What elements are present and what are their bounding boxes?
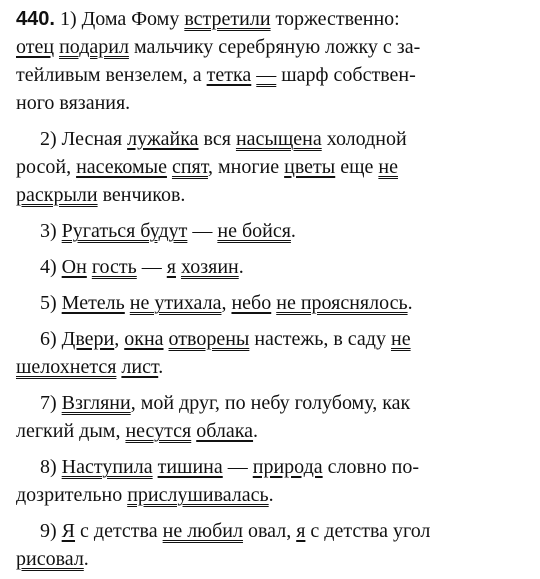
predicate-underlined: Наступила — [61, 456, 153, 478]
line-content — [40, 128, 407, 150]
predicate-underlined: подарил — [59, 36, 129, 58]
text-segment: — — [222, 456, 253, 478]
subject-underlined: Я — [61, 520, 76, 542]
predicate-underlined: насыщена — [235, 128, 322, 150]
text-segment: с детства угол — [305, 520, 431, 542]
exercise-number: 440. — [16, 8, 55, 30]
text-line — [40, 254, 536, 282]
subject-underlined: тетка — [206, 64, 252, 86]
text-segment: торжественно: — [270, 8, 400, 30]
text-line — [40, 518, 536, 546]
text-line — [16, 34, 536, 62]
line-content — [40, 220, 296, 242]
predicate-underlined: не утихала — [129, 292, 222, 314]
text-segment: . — [83, 548, 89, 570]
text-segment: . — [268, 484, 274, 506]
predicate-underlined: отворены — [168, 328, 250, 350]
line-content — [16, 420, 258, 442]
text-segment: вся — [198, 128, 236, 150]
subject-underlined: лужайка — [127, 128, 199, 150]
text-line — [16, 62, 536, 90]
text-segment: настежь, в саду — [249, 328, 391, 350]
line-content — [16, 548, 89, 570]
text-segment: , многие — [207, 156, 285, 178]
text-segment: . — [290, 220, 296, 242]
text-line — [40, 218, 536, 246]
text-line — [16, 6, 536, 34]
line-content — [16, 92, 130, 114]
predicate-underlined: несутся — [125, 420, 192, 442]
predicate-underlined: Взгляни — [61, 392, 131, 414]
predicate-underlined: рисовал — [16, 548, 84, 570]
text-segment: холодной — [321, 128, 407, 150]
text-segment: , — [221, 292, 232, 314]
subject-underlined: Метель — [61, 292, 125, 314]
text-segment: мальчику серебряную ложку с за- — [128, 36, 421, 58]
text-segment: . — [253, 420, 259, 442]
text-segment: шарф собствен- — [276, 64, 416, 86]
predicate-underlined: встретили — [184, 8, 271, 30]
text-line — [16, 90, 536, 118]
subject-underlined: природа — [252, 456, 323, 478]
text-segment: — — [187, 220, 218, 242]
subject-underlined: облака — [196, 420, 254, 442]
subject-underlined: цветы — [284, 156, 336, 178]
line-content — [40, 256, 244, 278]
text-segment: легкий дым, — [16, 420, 126, 442]
text-segment: словно по- — [322, 456, 420, 478]
text-segment: 7) — [40, 392, 62, 414]
subject-underlined: отец — [16, 36, 55, 58]
line-content — [40, 520, 430, 542]
subject-underlined: лист — [121, 356, 159, 378]
line-content — [16, 484, 274, 506]
subject-underlined: Он — [61, 256, 87, 278]
line-content — [40, 392, 410, 414]
subject-underlined: я — [296, 520, 306, 542]
text-segment: 9) — [40, 520, 62, 542]
predicate-underlined: хозяин — [180, 256, 239, 278]
text-segment: 1) Дома Фому — [59, 8, 185, 30]
text-line — [40, 326, 536, 354]
text-segment: венчиков. — [97, 184, 186, 206]
predicate-underlined: прислушивалась — [127, 484, 269, 506]
text-segment: тейливым вензелем, а — [16, 64, 207, 86]
text-segment: 6) — [40, 328, 62, 350]
line-content — [40, 292, 413, 314]
line-content — [16, 36, 420, 58]
text-segment: ного вязания. — [16, 92, 131, 114]
line-content — [16, 356, 163, 378]
text-segment: — — [136, 256, 167, 278]
text-line — [16, 182, 536, 210]
predicate-underlined: не прояснялось — [276, 292, 408, 314]
text-segment: 3) — [40, 220, 62, 242]
text-line — [16, 154, 536, 182]
text-segment: овал, — [242, 520, 297, 542]
text-segment: 8) — [40, 456, 62, 478]
line-content — [16, 156, 398, 178]
subject-underlined: тишина — [157, 456, 223, 478]
predicate-underlined: не бойся — [217, 220, 291, 242]
text-line — [40, 126, 536, 154]
text-line — [16, 418, 536, 446]
subject-underlined: небо — [231, 292, 272, 314]
text-segment: с детства — [75, 520, 163, 542]
text-line — [16, 354, 536, 382]
text-segment: , — [114, 328, 125, 350]
line-content — [16, 184, 185, 206]
text-segment: дозрительно — [16, 484, 128, 506]
text-segment: 4) — [40, 256, 62, 278]
text-segment: еще — [335, 156, 379, 178]
line-content — [40, 456, 419, 478]
text-line — [40, 454, 536, 482]
predicate-underlined: не любил — [162, 520, 243, 542]
predicate-underlined: Ругаться будут — [61, 220, 188, 242]
text-segment: . — [158, 356, 164, 378]
subject-underlined: насекомые — [76, 156, 167, 178]
subject-underlined: Двери — [61, 328, 115, 350]
predicate-underlined: гость — [91, 256, 137, 278]
text-segment: , мой друг, по небу голубому, как — [130, 392, 411, 414]
text-segment: 5) — [40, 292, 62, 314]
predicate-underlined: не — [390, 328, 411, 350]
text-line — [16, 546, 536, 574]
subject-underlined: я — [166, 256, 176, 278]
predicate-underlined: шелохнется — [16, 356, 117, 378]
text-segment: . — [407, 292, 413, 314]
text-line — [16, 482, 536, 510]
text-line — [40, 290, 536, 318]
text-segment: . — [238, 256, 244, 278]
line-content — [60, 8, 400, 30]
predicate-underlined: не — [378, 156, 398, 178]
predicate-underlined: спят — [171, 156, 208, 178]
line-content — [40, 328, 411, 350]
subject-underlined: окна — [124, 328, 164, 350]
text-segment: росой, — [16, 156, 77, 178]
text-segment: 2) Лесная — [40, 128, 128, 150]
predicate-underlined: раскрыли — [16, 184, 98, 206]
predicate-underlined: — — [256, 64, 277, 86]
line-content — [16, 64, 416, 86]
text-line — [40, 390, 536, 418]
